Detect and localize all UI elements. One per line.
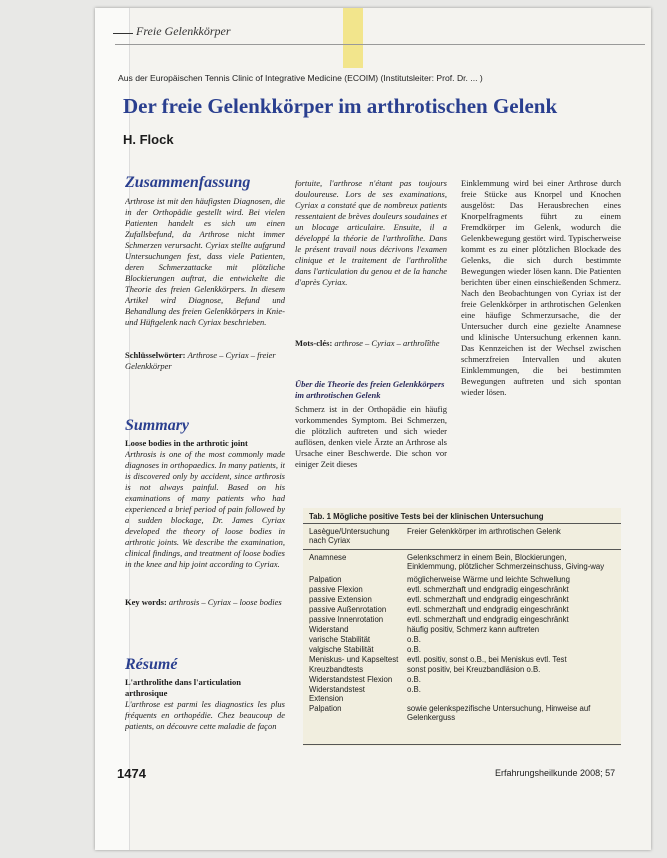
journal-page — [95, 8, 651, 850]
zusammenfassung-section — [125, 174, 285, 372]
table-cell-value: evtl. schmerzhaft und endgradig eingeschränkt — [407, 585, 569, 594]
zusammenfassung-heading: Zusammenfassung — [125, 174, 251, 191]
table-bottom-rule — [303, 744, 621, 745]
table-cell-label: Widerstandstest Extension — [309, 685, 365, 703]
keywords-text: arthrosis – Cyriax – loose bodies — [168, 597, 282, 607]
table-cell-value: o.B. — [407, 645, 421, 654]
table-cell-value: o.B. — [407, 685, 421, 694]
table-row — [303, 553, 621, 571]
right-column-body: Einklemmung wird bei einer Arthrose durch freie Stücke aus Knorpel und Knochen ausgelöst: Das Herausbrechen eines Knorpelfragments führt zu einem Fremdkörper im Gelenk, wodurch die Gelenkbewegung gestört wird. Typischerweise kommt es zu einer plötzlichen Blockade des Gelenks, die sich durch bestimmte Bewegungen wieder lösen kann. Die Patienten berichten über einen einschießenden Schmerz. Nach den Beobachtungen von Cyriax ist der freie Gelenkkörper in arthrotischen Gelenken eine häufige Schmerzursache, die der Untersucher durch eine gezielte Anamnese und klinische Untersuchung erkennen kann. Das Kennzeichen ist der Wechsel zwischen schmerzfreien Intervallen und akuten Einklemmungen, die bei bestimmten Bewegungen auftreten und sich spontan wieder lösen. — [461, 178, 621, 397]
table-row — [303, 595, 621, 604]
journal-footer: Erfahrungsheilkunde 2008; 57 — [495, 768, 616, 778]
summary-section — [125, 417, 285, 608]
resume-continued: fortuite, l'arthrose n'étant pas toujours douloureuse. Lors de ses examinations, Cyriax a constaté que de nombreux patients ressentaient de brèves douleurs soudaines et un blocage articulaire. Ensuite, il a développé la théorie de l'arthrolîthe. Dans le présent travail nous décrivons l'examen clinique et le traitement de l'arthrolîthe dans l'articulation du genou et de la hanche d'après Cyriax. — [295, 178, 447, 287]
table-1 — [303, 508, 621, 746]
table-row — [303, 575, 621, 584]
summary-body: Arthrosis is one of the most commonly made diagnoses in orthopaedics. In many patients, it is discovered only by accident, since arthrosis is not always painful. Based on his examinations of many patients who had experienced a brief period of pain followed by a sudden blockage, Dr. James Cyriax developed the theory of loose bodies in arthrotic joints. We describe the examination, clinical findings, and treatment of loose bodies in the knee and hip joint according to Cyriax. — [125, 449, 285, 569]
table-cell-label: Palpation — [309, 575, 342, 584]
yellow-marker-tab — [343, 8, 363, 68]
header-divider — [115, 44, 645, 45]
table-cell-value: o.B. — [407, 675, 421, 684]
table-cell-value: evtl. positiv, sonst o.B., bei Meniskus evtl. Test — [407, 655, 567, 664]
theory-body: Schmerz ist in der Orthopädie ein häufig vorkommendes Symptom. Bei Schmerzen, die plötzlich auftreten und sich wieder auflösen, denken viele Ärzte an Arthrose als Ursache einer Beschwerde. Die schon vor einiger Zeit dieses — [295, 404, 447, 469]
table-cell-label: passive Flexion — [309, 585, 363, 594]
zusammenfassung-keywords — [125, 350, 285, 372]
page-number: 1474 — [117, 766, 146, 781]
table-row — [303, 704, 621, 722]
running-head-rule — [113, 33, 133, 34]
table-cell-value: sowie gelenkspezifische Untersuchung, Hinweise auf Gelenkerguss — [407, 704, 591, 722]
table-row — [303, 685, 621, 703]
table-cell-value: häufig positiv, Schmerz kann auftreten — [407, 625, 540, 634]
table-cell-value: o.B. — [407, 635, 421, 644]
table-cell-value: Gelenkschmerz in einem Bein, Blockierungen, Einklemmung, plötzlicher Schmerzeinschuss, Giving-way — [407, 553, 605, 571]
table-caption: Tab. 1 Mögliche positive Tests bei der klinischen Untersuchung — [309, 512, 544, 521]
mots-cles — [295, 338, 447, 349]
table-row — [303, 645, 621, 654]
table-row — [303, 655, 621, 664]
table-row — [303, 675, 621, 684]
table-cell-value: evtl. schmerzhaft und endgradig eingeschränkt — [407, 595, 569, 604]
table-row — [303, 605, 621, 614]
resume-body: L'arthrose est parmi les diagnostics les plus fréquents en orthopédie. Chez beaucoup de patients, on découvre cette maladie de façon — [125, 699, 285, 731]
theory-subheading: Über die Theorie des freien Gelenkkörpers im arthrotischen Gelenk — [295, 379, 445, 400]
keywords-label: Schlüsselwörter: — [125, 350, 186, 360]
right-column — [461, 178, 621, 498]
table-cell-label: Palpation — [309, 704, 342, 713]
table-row — [303, 665, 621, 674]
table-cell-label: Widerstandstest Flexion — [309, 675, 393, 684]
article-title: Der freie Gelenkkörper im arthrotischen Gelenk — [123, 94, 558, 118]
summary-heading: Summary — [125, 417, 190, 434]
resume-section — [125, 656, 285, 743]
table-row — [303, 635, 621, 644]
table-cell-value: sonst positiv, bei Kreuzbandläsion o.B. — [407, 665, 541, 674]
table-cell-label: Meniskus- und Kapseltest — [309, 655, 399, 664]
table-cell-value: evtl. schmerzhaft und endgradig eingeschränkt — [407, 615, 569, 624]
article-author: H. Flock — [123, 132, 174, 147]
table-row — [303, 615, 621, 624]
table-body — [303, 553, 621, 723]
table-row — [303, 625, 621, 634]
table-cell-label: Anamnese — [309, 553, 347, 562]
resume-heading: Résumé — [125, 656, 178, 673]
table-cell-label: passive Extension — [309, 595, 372, 604]
table-row — [303, 585, 621, 594]
zusammenfassung-body: Arthrose ist mit den häufigsten Diagnosen, die in der Orthopädie gestellt wird. Bei vielen Patienten handelt es sich um einen Zufallsbefund, da Arthrose nicht immer Schmerzen verursacht. Cyriax stellte aufgrund Untersuchungen fest, dass viele Patienten, deren Schmerzattacke mit plötzliche Blockierungen auftrat, die entwickelte die Theorie des freien Gelenkkörpers. In diesem Artikel wird Diagnose, Befund und Behandlung des freien Gelenkkörpers in Knie- und Hüftgelenk nach Cyriax beschrieben. — [125, 196, 285, 327]
table-cell-value: evtl. schmerzhaft und endgradig eingeschränkt — [407, 605, 569, 614]
keywords-text: arthrose – Cyriax – arthrolîthe — [334, 338, 440, 348]
keywords-label: Mots-clés: — [295, 338, 333, 348]
table-cell-label: passive Außenrotation — [309, 605, 387, 614]
summary-keywords — [125, 597, 285, 608]
keywords-text: Arthrose – Cyriax – freier Gelenkkörper — [125, 350, 276, 371]
table-cell-label: Widerstand — [309, 625, 349, 634]
summary-subtitle: Loose bodies in the arthrotic joint — [125, 438, 248, 448]
table-cell-label: passive Innenrotation — [309, 615, 384, 624]
middle-column — [295, 178, 447, 470]
resume-subtitle: L'arthrolîthe dans l'articulation arthrosique — [125, 677, 242, 698]
table-header-rule — [303, 549, 621, 550]
table-top-rule — [303, 523, 621, 524]
table-cell-value: möglicherweise Wärme und leichte Schwellung — [407, 575, 570, 584]
table-cell-label: Kreuzbandtests — [309, 665, 364, 674]
table-cell-label: valgische Stabilität — [309, 645, 374, 654]
table-header-right: Freier Gelenkkörper im arthrotischen Gelenk — [407, 527, 561, 536]
running-head: Freie Gelenkkörper — [136, 24, 231, 38]
table-header-left: Lasègue/Untersuchung nach Cyriax — [309, 527, 390, 545]
keywords-label: Key words: — [125, 597, 167, 607]
source-line: Aus der Europäischen Tennis Clinic of Integrative Medicine (ECOIM) (Institutsleiter: Prof. Dr. ... ) — [118, 73, 483, 83]
table-cell-label: varische Stabilität — [309, 635, 371, 644]
